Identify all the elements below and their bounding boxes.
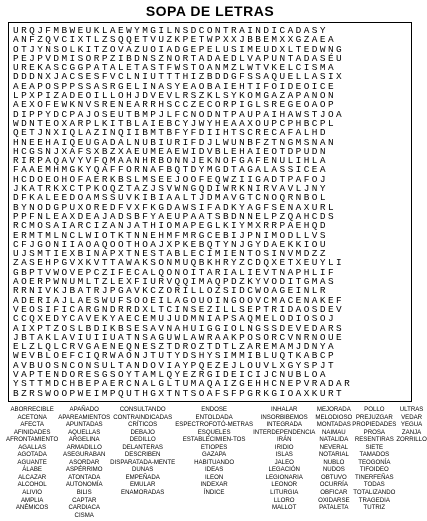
word-item: MEJORADA: [316, 406, 351, 413]
grid-row[interactable]: PEJPVDMISORPZIBDNSZNORTADAEDLVAPUNTADASÉU: [13, 52, 345, 64]
word-item: APAREAMIENTOS: [58, 413, 111, 421]
word-item: PATALETA: [319, 504, 349, 512]
word-item: ZANJA: [401, 428, 422, 436]
grid-row[interactable]: URQJFMBWEUKLAEWYMGILNSDCONTRAINDICADASY: [13, 25, 328, 36]
word-item: OCURRÍA: [319, 481, 348, 489]
word-item: EMULAR: [129, 481, 156, 489]
word-item: NUBLO: [323, 458, 345, 466]
word-column: [396, 406, 426, 519]
word-item: TAMADOS: [359, 451, 390, 459]
grid-row[interactable]: RCMOSAIARCIZANJATHIOMAPEGLKIYMXRRPAEHQD: [13, 220, 328, 232]
word-item: OXIDARSE: [318, 496, 350, 504]
grid-row[interactable]: AEXOFEWKNVSRENEARRHSCCZECORPIGLSREGEOAOP: [13, 99, 337, 111]
word-item: DISPARATADA-MENTE: [110, 458, 176, 466]
word-item: CONTRAINDICADAS: [113, 413, 173, 421]
word-item: AMPLIA: [20, 496, 44, 504]
grid-row[interactable]: DIPPYDCPAJOSEUTBMPJLFCNODNTPAUPAIHAWSTJOA: [13, 108, 345, 120]
word-item: ATONTADA: [68, 473, 101, 481]
grid-row[interactable]: ADERIAJLAESWUFSOOEILAGOUOINGOOVCMACENAKEF: [13, 294, 345, 306]
word-item: ILEON: [204, 473, 224, 481]
grid-row[interactable]: ANFZQVCIXTLZSQQETVUZKPETWPXXJBBEMXXGZAEA: [13, 34, 337, 46]
word-item: TUTRIZ: [363, 504, 386, 512]
word-item: SIETE: [365, 443, 384, 451]
word-item: ENTOLDADA: [195, 413, 233, 421]
word-item: TRAGEDIA: [358, 496, 390, 504]
word-item: MELODIOSO: [315, 413, 353, 421]
word-item: DELANTERAS: [122, 443, 163, 451]
grid-row[interactable]: UREKASCGGPATALETASTFWSTOANMZLWTVKELCISMA: [13, 62, 337, 74]
word-item: INTEGRADA: [266, 421, 302, 429]
grid-row[interactable]: VAPTENDORESGSOYTAMLQYEZRGIDEICIJCNUBLOA: [13, 368, 328, 380]
word-item: ARMADILLO: [66, 443, 102, 451]
word-item: CISMA: [74, 511, 94, 519]
word-item: PROPIEDADES: [352, 421, 397, 429]
word-item: ACETONA: [17, 413, 47, 421]
word-item: YEGUA: [400, 421, 423, 429]
word-item: ÁLABE: [22, 466, 42, 474]
grid-row[interactable]: JBTAKLAVIUIIUATNSAGUWLAWRAAKPOSORCVNRNOUE: [13, 331, 345, 343]
puzzle-title: SOPA DE LETRAS: [145, 3, 275, 19]
word-item: LEGACIÓN: [268, 466, 300, 474]
word-item: ALCOHOL: [17, 481, 47, 489]
grid-row[interactable]: LPXPIZADEOILLOHJDVEVLRSZKLSYKOMGAZAPANON: [13, 90, 337, 102]
word-item: AGUANTE: [17, 458, 47, 466]
word-item: TINERFEÑAS: [355, 473, 394, 481]
word-item: LEGIONARIA: [265, 473, 303, 481]
grid-row[interactable]: AOERPWNUMLTZLEXFIURVQQIMAQPDZKYVODITGMAS: [13, 276, 337, 288]
word-item: ESQUELES: [197, 428, 231, 436]
word-item: AFINIDADES: [13, 428, 51, 436]
word-item: CARDIACA: [68, 504, 100, 512]
word-column: [175, 406, 253, 519]
word-column: [58, 406, 110, 519]
word-item: AQUELLAS: [68, 428, 101, 436]
word-item: DEDILLO: [129, 436, 156, 444]
word-item: APAÑADO: [69, 406, 99, 413]
word-item: CAPTAR: [72, 496, 97, 504]
word-column: [253, 406, 315, 519]
grid-row[interactable]: OTJYNSOLKITZOVAZUOIADGEPELUSIMEUDXLTEDWNG: [13, 43, 345, 55]
word-item: MALLOT: [272, 504, 297, 512]
word-item: ASEGURABAN: [63, 451, 106, 459]
word-item: ISLAS: [275, 451, 293, 459]
word-column: [315, 406, 352, 519]
word-item: AUTONOMÍA: [65, 481, 103, 489]
word-item: PREJUZGAR: [355, 413, 393, 421]
word-item: ULTRAS: [399, 406, 424, 413]
word-item: ANÉMICOS: [15, 504, 49, 512]
word-item: VEDAR: [401, 413, 423, 421]
grid-row[interactable]: ZASEHPGVXKVTTAWAKSONMUQBKHRYZCDQXETXEUYLI: [13, 257, 345, 269]
word-item: LLORO: [273, 496, 295, 504]
grid-row[interactable]: AEAPOSPPSSASRGELINASYEAOBAIEHTIFOIDEOICE: [13, 80, 337, 92]
grid-row[interactable]: HCGSNJXAFSXBZXAEUMEAEWIDVBLEHAIEOTDPUDN: [13, 145, 328, 157]
grid-row[interactable]: JKATRKXCTPKOQZTAZJSVWNGQDIWRKNIRVAVLJNY: [13, 183, 328, 195]
grid-row[interactable]: CFJGONIIAOAQOOTHOAJXPKEBQTYNJGYDAEKKIOU: [13, 238, 328, 250]
word-item: NUDOS: [322, 466, 345, 474]
word-item: PROSA: [363, 428, 385, 436]
word-item: TODAS: [363, 481, 385, 489]
grid-row[interactable]: ERMTMLNCLWIOTKTNNEHMFMRGCEBIJPNIMODLLVS: [13, 229, 328, 241]
grid-row[interactable]: HCDOEOHOFAERKBSLMSEEJOOFEQWZIIGADTPAFOJ: [13, 173, 328, 185]
word-item: INTERDEPENDENCIA: [253, 428, 316, 436]
word-item: POLLO: [364, 406, 385, 413]
word-item: IRÁN: [276, 436, 292, 444]
grid-row[interactable]: WDNTEOXARPLKITBLAIEBCYJWYHEAAXOUPCPHBCPL: [13, 117, 337, 129]
word-item: DEBAJO: [130, 428, 155, 436]
word-item: ALIVIO: [22, 489, 42, 497]
word-item: CONSULTANDO: [119, 406, 166, 413]
word-item: ESPECTROFOTÓ-METRAS: [175, 421, 254, 429]
grid-row[interactable]: CCQXEDYCAVEKYAECEMUJUDMNIAPSAQMELODIOSOJ: [13, 313, 337, 325]
word-item: IDEAS: [204, 466, 224, 474]
word-item: ZORRILLO: [396, 436, 427, 444]
grid-row[interactable]: BYNODGPUXOREDFVXFKGDAWSIFADKYAGFSENAXURL: [13, 201, 337, 213]
word-item: INSORBIBEMOS: [260, 413, 308, 421]
word-column: [6, 406, 58, 519]
word-item: RESENTIRAS: [354, 436, 394, 444]
word-item: ETIOPES: [200, 443, 228, 451]
word-item: CRÍTICOS: [128, 421, 158, 429]
grid-row[interactable]: WEVBLOEFCIQRWAONJTUTYDSHYSIMMIBLUQTKABCP: [13, 350, 337, 362]
word-item: HABITUANDO: [194, 458, 235, 466]
word-item: ÍNDICE: [203, 489, 225, 497]
word-item: LITURGIA: [270, 489, 299, 497]
word-item: TOTALIZANDO: [353, 489, 396, 497]
word-item: ESTABLECIMIEN-TOS: [182, 436, 246, 444]
word-item: AFECTA: [20, 421, 44, 429]
grid-row[interactable]: DDDNXJACSESFVCLNIUTTTHIZBDDGFSSAQUELLASIX: [13, 71, 345, 83]
grid-row[interactable]: DFKALEEDOAMSSUVKIBIAALTJDMAVGTCNOQRNBOL: [13, 192, 328, 204]
word-item: ALCAZAR: [18, 473, 47, 481]
grid-row[interactable]: PPFNLEAXDEAJADSBFYAEUPAATSBDNNELPZQAHCDS: [13, 210, 337, 222]
word-item: AFRONTAMIENTO: [6, 436, 59, 444]
word-item: INDEXAR: [200, 481, 228, 489]
word-item: NAIMAU: [321, 428, 346, 436]
grid-row[interactable]: BZRSWOOPWEIMPQUTHGXTNTSOAFSFPGRKGIOAXKURT: [13, 387, 345, 399]
grid-row[interactable]: VEOSIFICARGNDRRDXLTCINSEZILLSEPTRIDAOSDEV: [13, 303, 345, 315]
word-item: AGOTADA: [17, 451, 47, 459]
word-item: TEOGONÍA: [358, 458, 391, 466]
grid-row[interactable]: RRNIVKJBATRJPGAVKCZORILLOZSIDCWOAGEINLR: [13, 285, 328, 297]
word-item: OBFICAR: [320, 489, 348, 497]
word-item: ENAMORADAS: [121, 489, 165, 497]
word-item: ENDOSE: [201, 406, 227, 413]
word-item: LEONOR: [271, 481, 298, 489]
word-column: [352, 406, 396, 519]
grid-row[interactable]: FAAEMHMGKYQAFFORNAFBQTDYMGDTAGALASSICEA: [13, 164, 328, 176]
word-item: MONTADAS: [316, 421, 351, 429]
word-item: ABORRECIBLE: [10, 406, 54, 413]
word-list: [6, 406, 427, 519]
word-item: TIFOIDEO: [359, 466, 389, 474]
grid-row[interactable]: UJSMTIEXBINAPXTNESTABLECIMIENTOSINVMDZZ: [13, 248, 328, 260]
word-item: IRIDIO: [274, 443, 294, 451]
word-item: ASORDAR: [69, 458, 100, 466]
grid-row[interactable]: AVBUOSNCONSULTANDOVIAYPQEZEJLOUVLXGYSPJT: [13, 359, 337, 371]
word-item: APUNTADAS: [65, 421, 103, 429]
word-item: ARGELINA: [68, 436, 100, 444]
word-item: JALEO: [274, 458, 294, 466]
grid-row[interactable]: HNEEHAIQEUGADALNUBIURIFDJLWUNBFZTNGMSNAN: [13, 136, 337, 148]
grid-row[interactable]: ELZLQLCRVGAENEQNESZTDROZTDTLZAREMAMJDNYA: [13, 341, 337, 353]
letter-grid[interactable]: [8, 22, 412, 402]
word-item: AGALLAS: [18, 443, 47, 451]
word-item: EMPEÑADA: [125, 473, 160, 481]
word-column: [110, 406, 175, 519]
word-item: DESCRIBEN: [124, 451, 161, 459]
grid-row[interactable]: GBPTVWOVEPCZIFECALQONOITARIALIEVTNAPHLIF: [13, 266, 337, 278]
word-item: NEVERAL: [319, 443, 349, 451]
word-item: BILIS: [76, 489, 92, 497]
grid-row[interactable]: YSTTMDCHBEPAERCNALGLTUMAQAIZGEHHCNEPVRADAR: [13, 378, 353, 390]
grid-row[interactable]: QETJNXIQLAZINQIIBMTBFYFDIIHTSCRECAFALHD: [13, 127, 328, 139]
word-item: INHALAR: [271, 406, 298, 413]
word-item: NOTARIAL: [318, 451, 349, 459]
word-item: GAZAPA: [201, 451, 227, 459]
word-item: NATALIDA: [319, 436, 349, 444]
word-item: DUNAS: [132, 466, 154, 474]
word-item: OBTUVO: [320, 473, 347, 481]
word-item: ASPÉRRIMO: [65, 466, 103, 474]
grid-row[interactable]: AIXPTZOSLBDIKBSESAVNAHUIGGIOLNGSSDEVEDARS: [13, 322, 345, 334]
grid-row[interactable]: RIRPAQAVYVFQMAANHRBONNJEKNOFGAFENULIHLA: [13, 155, 328, 167]
